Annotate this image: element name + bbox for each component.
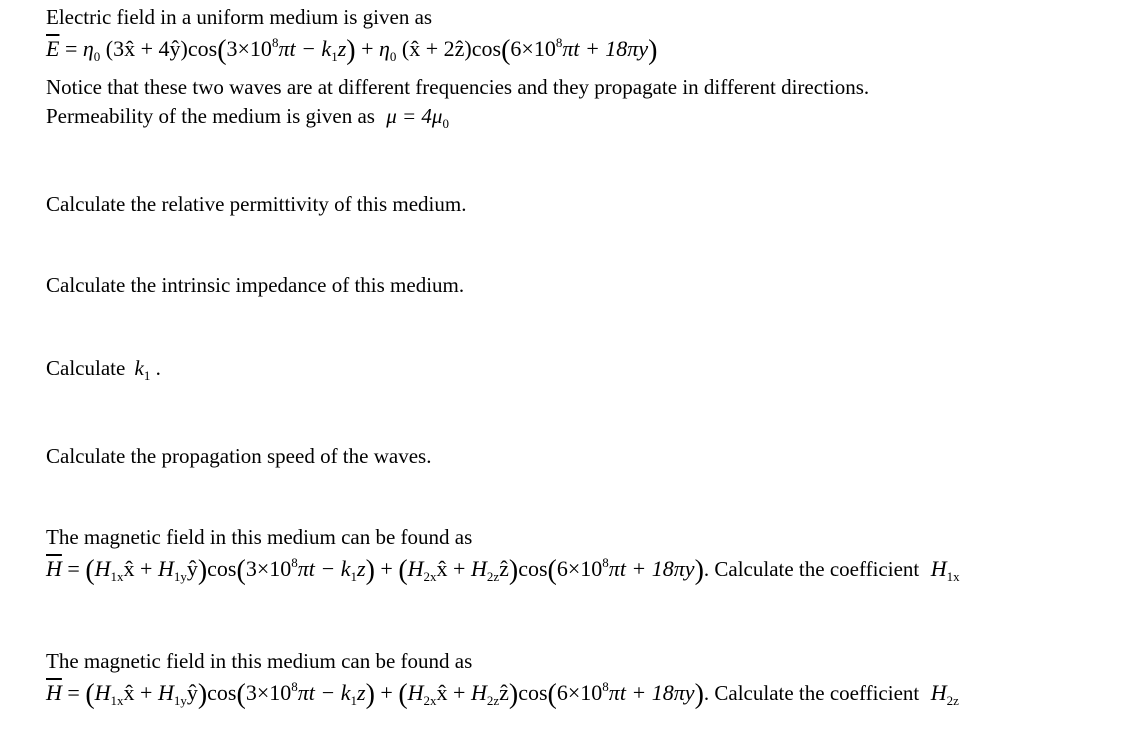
mu-expression: μ = 4μ (386, 104, 443, 128)
question-intrinsic-impedance: Calculate the intrinsic impedance of this medium. (46, 273, 465, 297)
notice-text: Notice that these two waves are at different frequencies and they propagate in different directions. (46, 75, 870, 99)
e-term2-vector: (x̂ + 2ẑ) (401, 36, 472, 61)
permeability-line: Permeability of the medium is given as $\mu = 4\mu_0$ (46, 104, 449, 131)
question-k1: Calculate $k_1$ . (46, 356, 161, 383)
h-field-intro-1: The magnetic field in this medium can be found as (46, 525, 473, 549)
e-field-equation: $\overline{E} = \eta_0$ (3x̂ + $4ŷ)\cos(3\times 10^8\pi t - k_1z) + \eta_0$ (x̂ + $2ẑ)\cos(6\times 10^8\pi t + 18\pi y)$ (46, 35, 658, 66)
h-field-equation-1: $\overline{H}$ = ($H_{1x}x̂$ + $H_{1y}ŷ)\cos(3\times 10^8\pi t - k_1z)$ + ($H_{2x}x̂$ + $H_{2z}ẑ)\cos(6\times 10^8\pi t + 18\pi y)$. Calculate the coefficient $H_{1x}$ (46, 555, 960, 586)
h-field-intro-2: The magnetic field in this medium can be found as (46, 649, 473, 673)
e-term1-vector: (3x̂ + 4ŷ) (105, 36, 188, 61)
e-field-symbol: $\overline{E}$ (46, 36, 60, 61)
h-field-equation-2: $\overline{H}$ = ($H_{1x}x̂$ + $H_{1y}ŷ)\cos(3\times 10^8\pi t - k_1z)$ + ($H_{2x}x̂$ + $H_{2z}ẑ)\cos(6\times 10^8\pi t + 18\pi y)$. Calculate the coefficient $H_{2z}$ (46, 679, 959, 710)
question-propagation-speed: Calculate the propagation speed of the waves. (46, 444, 432, 468)
question-relative-permittivity: Calculate the relative permittivity of this medium. (46, 192, 467, 216)
problem-intro: Electric field in a uniform medium is given as (46, 5, 433, 29)
